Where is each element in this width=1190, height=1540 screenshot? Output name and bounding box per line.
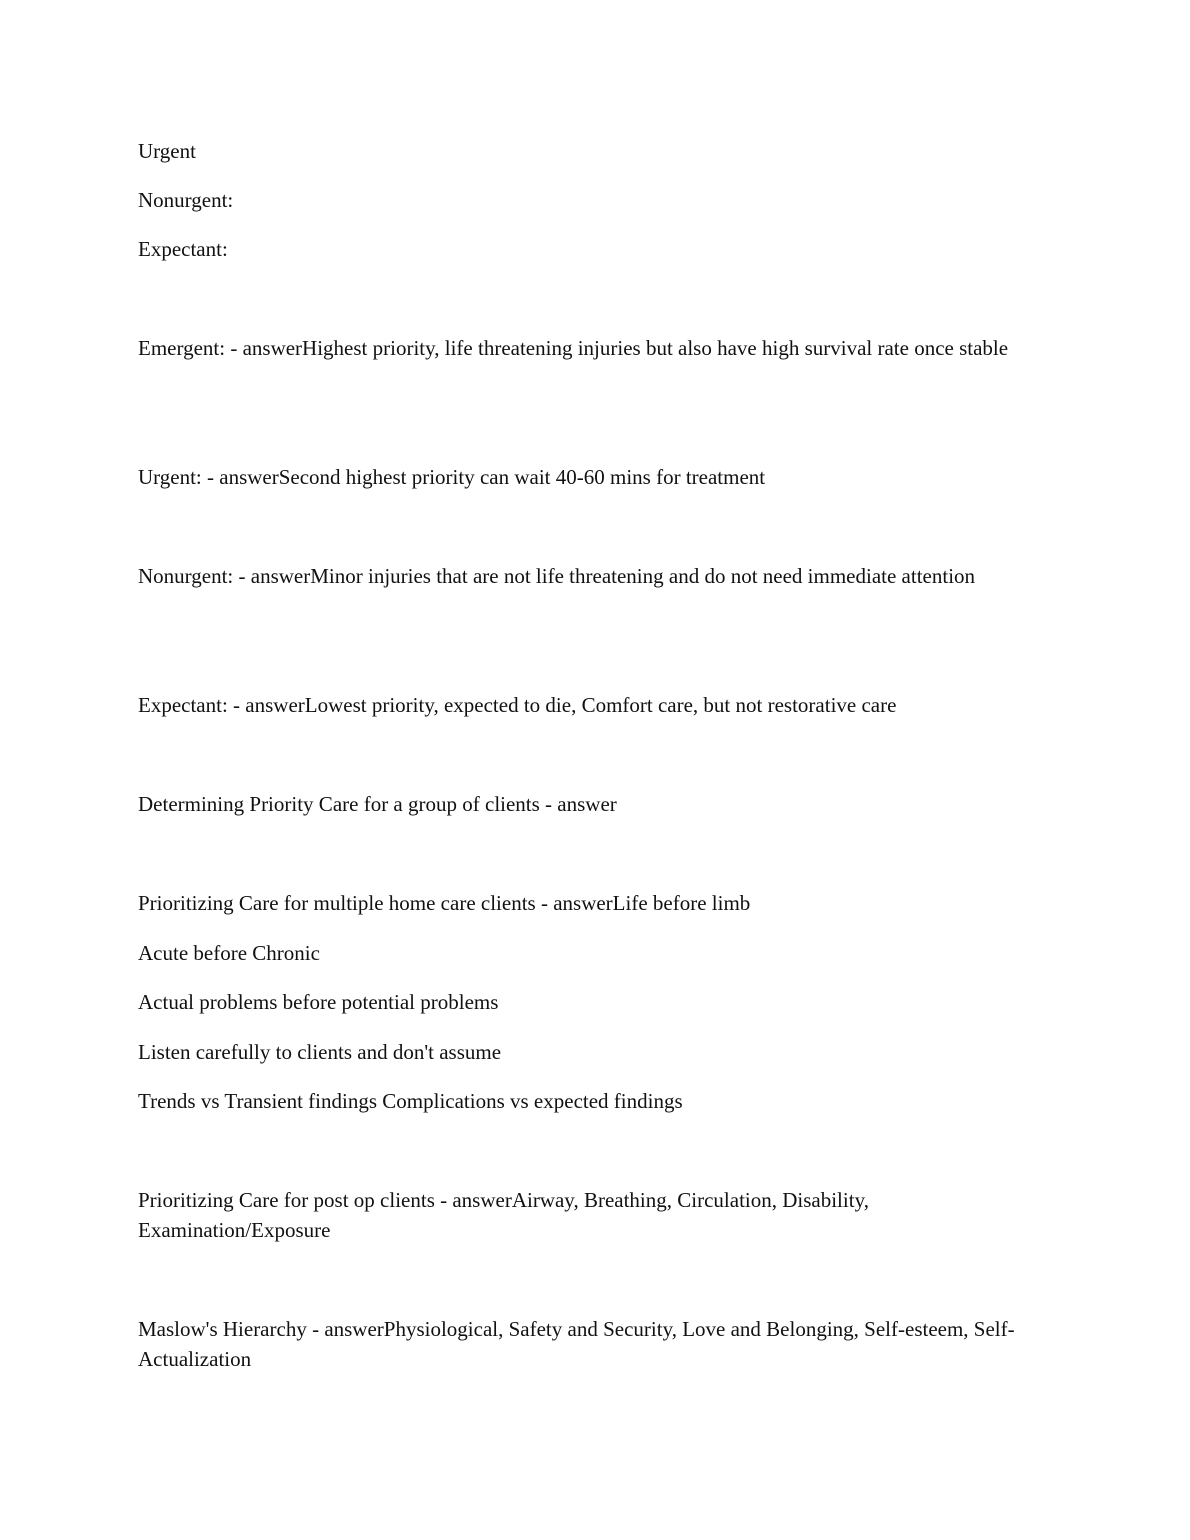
trends-vs-transient: Trends vs Transient findings Complications vs expected findings (138, 1089, 683, 1113)
home-care-priority: Prioritizing Care for multiple home care clients - answerLife before limb (138, 891, 751, 915)
actual-before-potential: Actual problems before potential problems (138, 990, 499, 1014)
maslow-hierarchy: Maslow's Hierarchy - answerPhysiological, Safety and Security, Love and Belonging, Self-esteem, Self-Actualization (138, 1317, 1015, 1371)
urgent-label: Urgent (138, 139, 196, 163)
urgent-answer: Urgent: - answerSecond highest priority can wait 40-60 mins for treatment (138, 465, 766, 489)
expectant-label: Expectant: (138, 237, 228, 261)
determining-priority: Determining Priority Care for a group of clients - answer (138, 792, 617, 816)
listen-carefully: Listen carefully to clients and don't assume (138, 1040, 502, 1064)
post-op-priority: Prioritizing Care for post op clients - answerAirway, Breathing, Circulation, Disability, Examination/Exposure (138, 1188, 869, 1242)
emergent-answer: Emergent: - answerHighest priority, life threatening injuries but also have high survival rate once stable (138, 336, 1009, 360)
nonurgent-label: Nonurgent: (138, 188, 234, 212)
expectant-answer: Expectant: - answerLowest priority, expected to die, Comfort care, but not restorative care (138, 693, 897, 717)
nonurgent-answer: Nonurgent: - answerMinor injuries that are not life threatening and do not need immediate attention (138, 564, 976, 588)
acute-before-chronic: Acute before Chronic (138, 941, 320, 965)
